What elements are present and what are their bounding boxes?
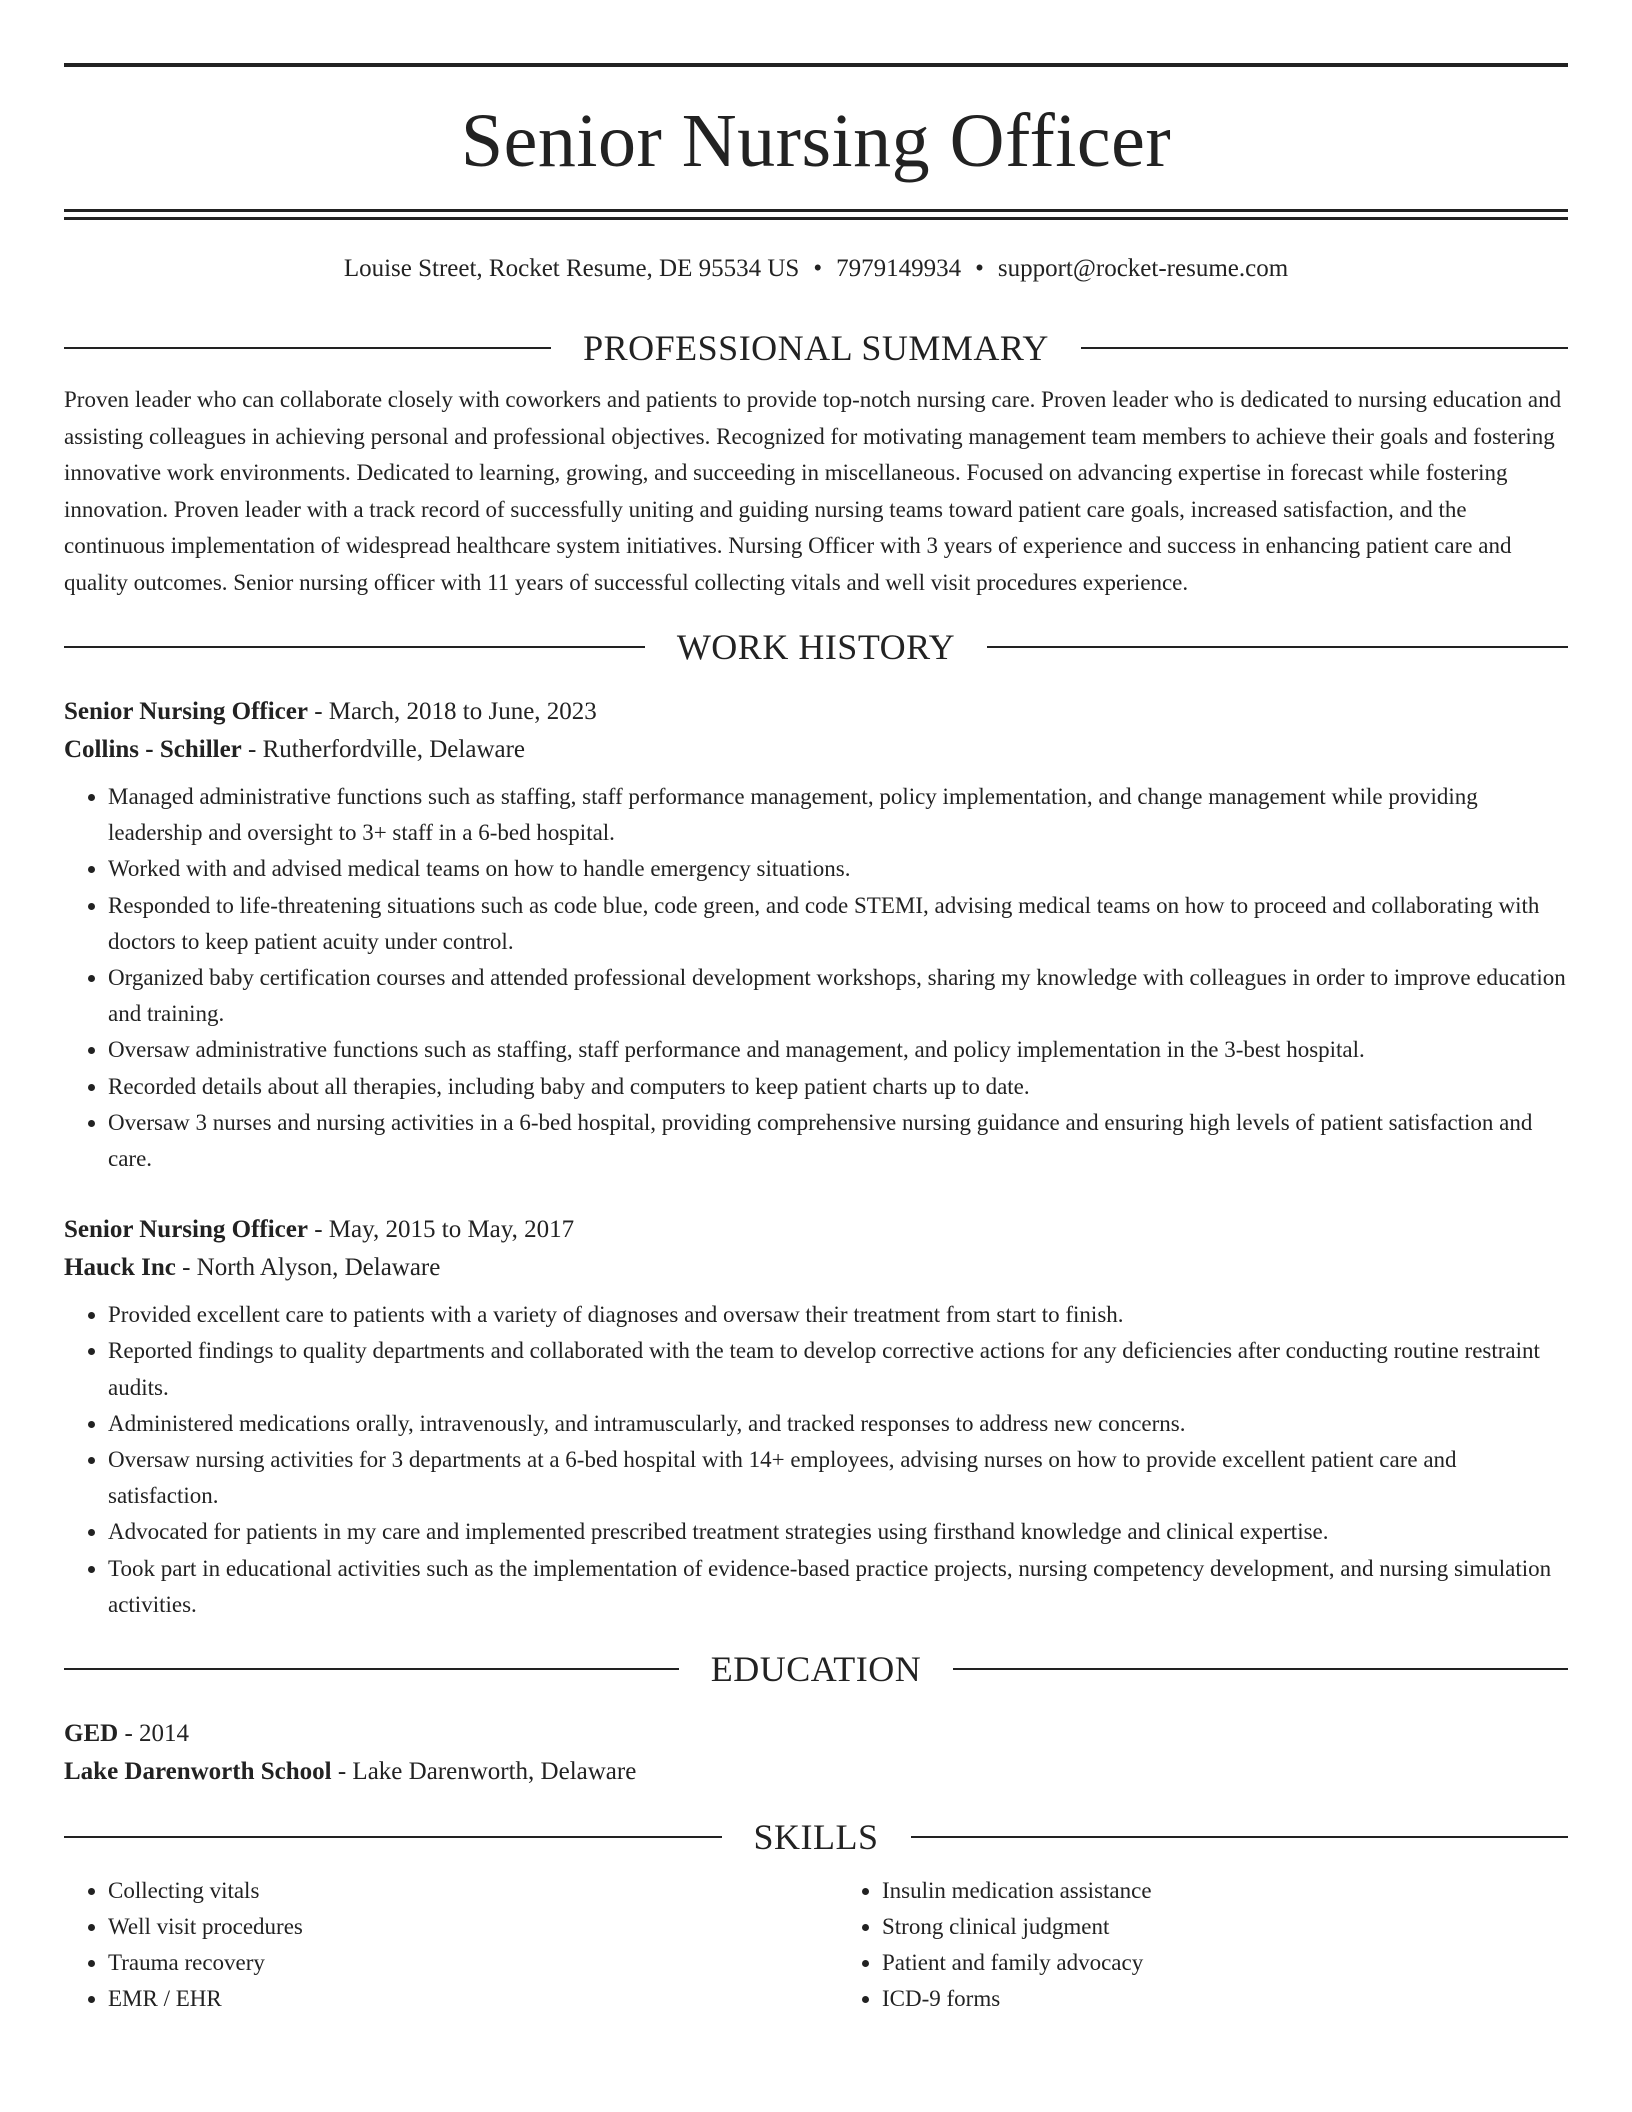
title-double-rule <box>64 209 1568 220</box>
section-heading-skills <box>64 1817 1568 1857</box>
job-org-line <box>64 731 1568 769</box>
skills-column-left <box>64 1873 794 2017</box>
job-entry <box>64 693 1568 1177</box>
skills-column-right <box>794 1873 1568 2017</box>
education-location: - Lake Darenworth, Delaware <box>331 1758 637 1786</box>
list-item: • Provided excellent care to patients with a variety of diagnoses and oversaw their treatment from start to finish. <box>108 1297 1568 1333</box>
section-heading-summary <box>64 328 1568 368</box>
page-title: Senior Nursing Officer <box>460 99 1172 183</box>
skill-item: • Strong clinical judgment <box>882 1909 1568 1945</box>
list-item: • Managed administrative functions such as staffing, staff performance management, policy implementation, and change management while providing leadership and oversight to 3+ staff in a 6-bed hospital. <box>108 779 1568 851</box>
job-location: - North Alyson, Delaware <box>175 1254 441 1282</box>
list-item: • Responded to life-threatening situations such as code blue, code green, and code STEMI, advising medical teams on how to proceed and collaborating with doctors to keep patient acuity under control. <box>108 888 1568 960</box>
summary-text: Proven leader who can collaborate closely with coworkers and patients to provide top-notch nursing care. Proven leader who is dedicated to nursing education and assisting colleagues in achieving personal and professional objectives. Recognized for motivating management team members to achieve their goals and fostering innovative work environments. Dedicated to learning, growing, and succeeding in miscellaneous. Focused on advancing expertise in forecast while fostering innovation. Proven leader with a track record of successfully uniting and guiding nursing teams toward patient care goals, increased satisfaction, and the continuous implementation of widespread healthcare system initiatives. Nursing Officer with 3 years of experience and success in enhancing patient care and quality outcomes. Senior nursing officer with 11 years of successful collecting vitals and well visit procedures experience. <box>64 387 1562 595</box>
job-bullets <box>64 779 1568 1177</box>
job-dates: - March, 2018 to June, 2023 <box>307 698 597 725</box>
section-heading-label: WORK HISTORY <box>676 627 956 667</box>
skill-item: • Insulin medication assistance <box>882 1873 1568 1909</box>
list-item: • Administered medications orally, intravenously, and intramuscularly, and tracked responses to address new concerns. <box>108 1406 1568 1442</box>
section-heading-label: PROFESSIONAL SUMMARY <box>583 328 1049 368</box>
job-company: Collins - Schiller <box>64 736 242 763</box>
job-bullets <box>64 1297 1568 1623</box>
skill-item: • Trauma recovery <box>108 1945 794 1981</box>
contact-phone: 7979149934 <box>836 255 962 282</box>
skill-item: • Collecting vitals <box>108 1873 794 1909</box>
list-item: • Recorded details about all therapies, including baby and computers to keep patient charts up to date. <box>108 1069 1568 1105</box>
education-year: - 2014 <box>118 1720 190 1748</box>
job-dates: - May, 2015 to May, 2017 <box>307 1216 575 1244</box>
education-degree-line <box>64 1715 1568 1753</box>
contact-separator: • <box>975 255 984 282</box>
education-entry <box>64 1715 1568 1791</box>
skill-item: • ICD-9 forms <box>882 1981 1568 2017</box>
job-location: - Rutherfordville, Delaware <box>241 736 526 763</box>
skill-item: • Patient and family advocacy <box>882 1945 1568 1981</box>
list-item: • Advocated for patients in my care and implemented prescribed treatment strategies using firsthand knowledge and clinical expertise. <box>108 1514 1568 1550</box>
list-item: • Oversaw nursing activities for 3 departments at a 6-bed hospital with 14+ employees, advising nurses on how to provide excellent patient care and satisfaction. <box>108 1442 1568 1514</box>
job-org-line <box>64 1249 1568 1287</box>
contact-line <box>64 254 1568 284</box>
job-title-line <box>64 1211 1568 1249</box>
section-heading-label: SKILLS <box>753 1817 879 1858</box>
list-item: • Oversaw administrative functions such as staffing, staff performance and management, and policy implementation in the 3-best hospital. <box>108 1032 1568 1068</box>
list-item: • Took part in educational activities such as the implementation of evidence-based practice projects, nursing competency development, and nursing simulation activities. <box>108 1551 1568 1623</box>
job-entry <box>64 1211 1568 1623</box>
skills-list <box>64 1873 1568 2017</box>
job-title-line <box>64 693 1568 731</box>
list-item: • Reported findings to quality departments and collaborated with the team to develop corrective actions for any deficiencies after conducting routine restraint audits. <box>108 1333 1568 1405</box>
section-heading-work <box>64 627 1568 667</box>
contact-separator: • <box>813 255 823 282</box>
contact-address: Louise Street, Rocket Resume, DE 95534 US <box>343 255 800 282</box>
section-heading-label: EDUCATION <box>710 1649 922 1690</box>
list-item: • Oversaw 3 nurses and nursing activities in a 6-bed hospital, providing comprehensive nursing guidance and ensuring high levels of patient satisfaction and care. <box>108 1105 1568 1177</box>
list-item: • Worked with and advised medical teams on how to handle emergency situations. <box>108 851 1568 887</box>
education-school-line <box>64 1753 1568 1791</box>
skill-item: • EMR / EHR <box>108 1981 794 2017</box>
resume-page <box>64 63 1568 2017</box>
job-title: Senior Nursing Officer <box>64 698 308 725</box>
list-item: • Organized baby certification courses and attended professional development workshops, sharing my knowledge with colleagues in order to improve education and training. <box>108 960 1568 1032</box>
job-title: Senior Nursing Officer <box>64 1216 308 1244</box>
job-company: Hauck Inc <box>64 1254 176 1282</box>
top-rule <box>64 63 1568 67</box>
education-school: Lake Darenworth School <box>64 1758 332 1786</box>
work-history-list <box>64 693 1568 1623</box>
skill-item: • Well visit procedures <box>108 1909 794 1945</box>
section-heading-education <box>64 1649 1568 1689</box>
contact-email: support@rocket-resume.com <box>997 255 1289 282</box>
education-degree: GED <box>64 1720 119 1748</box>
